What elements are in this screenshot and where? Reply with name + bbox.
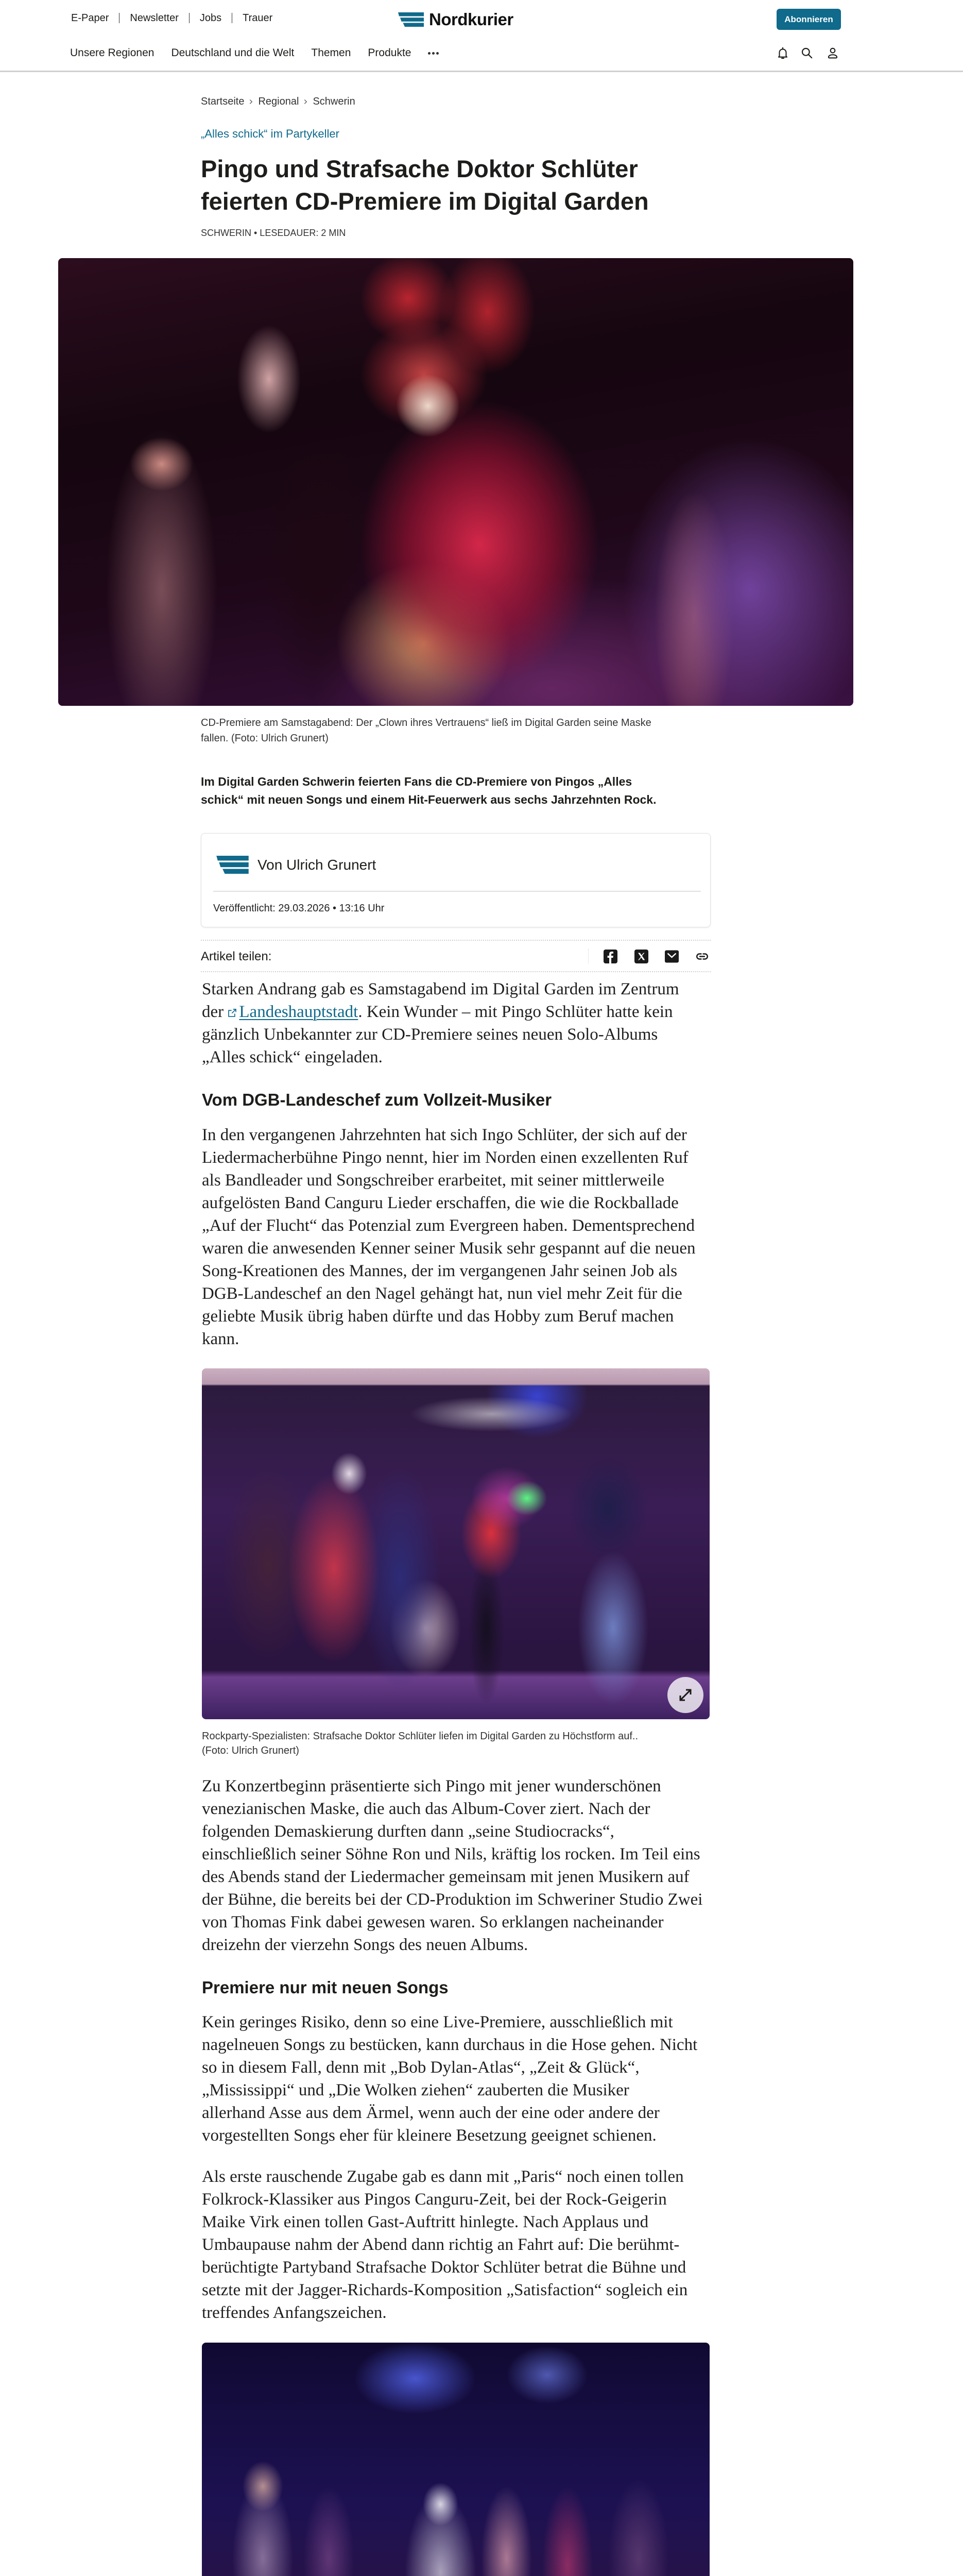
mail-icon[interactable] (665, 950, 679, 963)
lead-line: Im Digital Garden Schwerin feierten Fans die CD-Premiere von Pingos „Alles (201, 775, 632, 788)
service-links (71, 12, 272, 24)
link-trauer[interactable]: Trauer (243, 12, 273, 24)
paragraph-line: geliebte Musik übrig haben dürfte und das Hobby zum Beruf machen (202, 1307, 674, 1326)
bell-icon[interactable] (776, 46, 789, 60)
hero-image[interactable] (58, 258, 853, 706)
paragraph-line: Song-Kreationen des Mannes, der im vergangenen Jahr seinen Job als (202, 1262, 678, 1280)
text-segment: . Kein Wunder – mit Pingo Schlüter hatte kein (358, 1003, 673, 1021)
paragraph-line: als Bandleader und Songschreiber erarbeitet, mit seiner mittlerweile (202, 1171, 665, 1190)
paragraph-line: waren die anwesenden Kenner seiner Musik sehr gespannt auf die neuen (202, 1239, 696, 1258)
article-kicker: „Alles schick“ im Partykeller (201, 127, 339, 140)
article-title (201, 152, 649, 217)
caption-line: Rockparty-Spezialisten: Strafsache Doktor Schlüter liefen im Digital Garden zu Höchstform auf.. (202, 1731, 639, 1742)
paragraph-line: Zu Konzertbeginn präsentierte sich Pingo mit jener wunderschönen (202, 1777, 661, 1795)
paragraph-line: nagelneuen Songs zu bestücken, kann durchaus in die Hose gehen. Nicht (202, 2036, 698, 2054)
facebook-icon[interactable] (604, 950, 617, 963)
logo-stripes-icon (398, 12, 424, 27)
title-line: Pingo und Strafsache Doktor Schlüter (201, 155, 638, 182)
link-icon[interactable] (695, 950, 709, 963)
paragraph-line: berüchtigte Partyband Strafsache Doktor Schlüter betrat die Bühne und (202, 2258, 686, 2277)
paragraph-line: der Bühne, die bereits bei der CD-Produktion im Schweriner Studio Zwei (202, 1890, 703, 1909)
paragraph-line: „Auf der Flucht“ das Potenzial zum Evergreen haben. Dementsprechend (202, 1216, 695, 1235)
author-divider (213, 891, 701, 892)
user-icon[interactable] (826, 46, 839, 60)
more-dots-icon[interactable] (428, 47, 439, 59)
breadcrumb-regional[interactable]: Regional (258, 96, 299, 107)
paragraph-line: aufgelösten Band Canguru Lieder erschaffen, die wie die Rockballade (202, 1194, 679, 1212)
paragraph-line: Als erste rauschende Zugabe gab es dann mit „Paris“ noch einen tollen (202, 2167, 684, 2186)
external-link-icon (228, 1008, 237, 1018)
nav-item-themen[interactable]: Themen (311, 47, 351, 59)
search-icon[interactable] (800, 46, 814, 60)
paragraph-line: Liedermacherbühne Pingo nennt, hier im Norden einen exzellenten Ruf (202, 1148, 689, 1167)
paragraph-line: allerhand Asse aus dem Ärmel, wenn auch der eine oder andere der (202, 2104, 660, 2122)
paragraph-line: treffendes Anfangszeichen. (202, 2303, 387, 2322)
paragraph-line: In den vergangenen Jahrzehnten hat sich Ingo Schlüter, der sich auf der (202, 1126, 687, 1144)
lead-line: schick“ mit neuen Songs und einem Hit-Feuerwerk aus sechs Jahrzehnten Rock. (201, 793, 657, 806)
nav-item-produkte[interactable]: Produkte (368, 47, 411, 59)
author-name[interactable]: Von Ulrich Grunert (257, 857, 376, 873)
paragraph-line: Kein geringes Risiko, denn so eine Live-Premiere, ausschließlich mit (202, 2013, 673, 2031)
expand-image-button[interactable] (667, 1677, 703, 1713)
link-e-paper[interactable]: E-Paper (71, 12, 109, 24)
paragraph-line (202, 1001, 679, 1023)
paragraph (202, 1124, 695, 1350)
paragraph (202, 2011, 697, 2147)
breadcrumb-schwerin[interactable]: Schwerin (313, 96, 355, 107)
paragraph-line: DGB-Landeschef an den Nagel gehängt hat, nun viel mehr Zeit für die (202, 1284, 682, 1303)
site-logo[interactable] (398, 11, 513, 28)
paragraph (202, 2165, 687, 2324)
expand-icon (678, 1687, 693, 1703)
share-label: Artikel teilen: (201, 950, 272, 963)
author-logo-icon (216, 856, 249, 874)
article-meta: SCHWERIN • LESEDAUER: 2 MIN (201, 228, 346, 238)
link-landeshauptstadt[interactable] (228, 1003, 358, 1021)
breadcrumb (201, 95, 355, 108)
subheading: Vom DGB-Landeschef zum Vollzeit-Musiker (202, 1090, 552, 1109)
article-photo-band[interactable] (202, 1368, 710, 1719)
logo-wordmark: Nordkurier (429, 10, 513, 29)
paragraph-line: einschließlich seiner Söhne Ron und Nils, kräftig los rocken. Im Teil eins (202, 1845, 700, 1863)
link-jobs[interactable]: Jobs (199, 12, 222, 24)
paragraph-line: setzte mit der Jagger-Richards-Komposition „Satisfaction“ sogleich ein (202, 2281, 688, 2299)
paragraph-line: Umbaupause nahm der Abend dann richtig an Fahrt auf: Die berühmt- (202, 2235, 680, 2254)
caption-line: CD-Premiere am Samstagabend: Der „Clown ihres Vertrauens“ ließ im Digital Garden seine Maske (201, 717, 651, 728)
paragraph-line: kann. (202, 1330, 239, 1348)
breadcrumb-startseite[interactable]: Startseite (201, 96, 245, 107)
paragraph-line: venezianischen Maske, die auch das Album-Cover ziert. Nach der (202, 1800, 650, 1818)
chevron-right-icon (249, 99, 253, 105)
nav-item-deutschland-und-die-welt[interactable]: Deutschland und die Welt (171, 47, 295, 59)
article-photo-family[interactable] (202, 2343, 710, 2576)
author-box (201, 833, 711, 927)
header-divider (0, 71, 963, 72)
paragraph-line: Starken Andrang gab es Samstagabend im Digital Garden im Zentrum (202, 980, 679, 998)
paragraph-line: Folkrock-Klassiker aus Pingos Canguru-Zeit, bei der Rock-Geigerin (202, 2190, 667, 2209)
title-line: feierten CD-Premiere im Digital Garden (201, 188, 649, 215)
paragraph-line: dreizehn der vierzehn Songs des neuen Albums. (202, 1936, 528, 1954)
caption-line: fallen. (Foto: Ulrich Grunert) (201, 733, 329, 744)
subscribe-button[interactable]: Abonnieren (777, 9, 841, 30)
nav-item-unsere-regionen[interactable]: Unsere Regionen (70, 47, 154, 59)
paragraph-line: vorgestellten Songs eher für kleinere Besetzung geeignet schienen. (202, 2126, 657, 2145)
link-text: Landeshauptstadt (239, 1003, 358, 1021)
share-divider-bottom (201, 971, 711, 972)
published-date: Veröffentlicht: 29.03.2026 • 13:16 Uhr (213, 903, 385, 914)
paragraph (202, 1775, 702, 1956)
chevron-right-icon (304, 99, 307, 105)
subheading: Premiere nur mit neuen Songs (202, 1978, 449, 1997)
paragraph-line: des Abends stand der Liedermacher gemeinsam mit jenen Musikern auf (202, 1868, 690, 1886)
article-lead (201, 773, 656, 809)
share-separator (588, 949, 589, 963)
paragraph-line: gänzlich Unbekannter zur CD-Premiere seines neuen Solo-Albums (202, 1025, 658, 1044)
link-newsletter[interactable]: Newsletter (130, 12, 179, 24)
paragraph-line: so in diesem Fall, denn mit „Bob Dylan-Atlas“, „Zeit & Glück“, (202, 2058, 640, 2077)
paragraph-line: „Mississippi“ und „Die Wolken ziehen“ zauberten die Musiker (202, 2081, 629, 2099)
photo-caption (202, 1729, 638, 1758)
paragraph-line: Maike Virk einen tollen Gast-Auftritt hinlegte. Nach Applaus und (202, 2213, 649, 2231)
main-nav (70, 47, 439, 59)
paragraph-line: folgenden Demaskierung durften dann „seine Studiocracks“, (202, 1822, 614, 1841)
paragraph-line: von Thomas Fink dabei gewesen waren. So erklangen nacheinander (202, 1913, 664, 1931)
text-segment: der (202, 1003, 228, 1021)
paragraph-line: „Alles schick“ eingeladen. (202, 1048, 383, 1066)
share-divider-top (201, 940, 711, 941)
separator (189, 13, 190, 23)
caption-line: (Foto: Ulrich Grunert) (202, 1745, 299, 1756)
paragraph (202, 978, 679, 1069)
hero-caption (201, 715, 651, 746)
x-icon[interactable] (634, 950, 648, 963)
